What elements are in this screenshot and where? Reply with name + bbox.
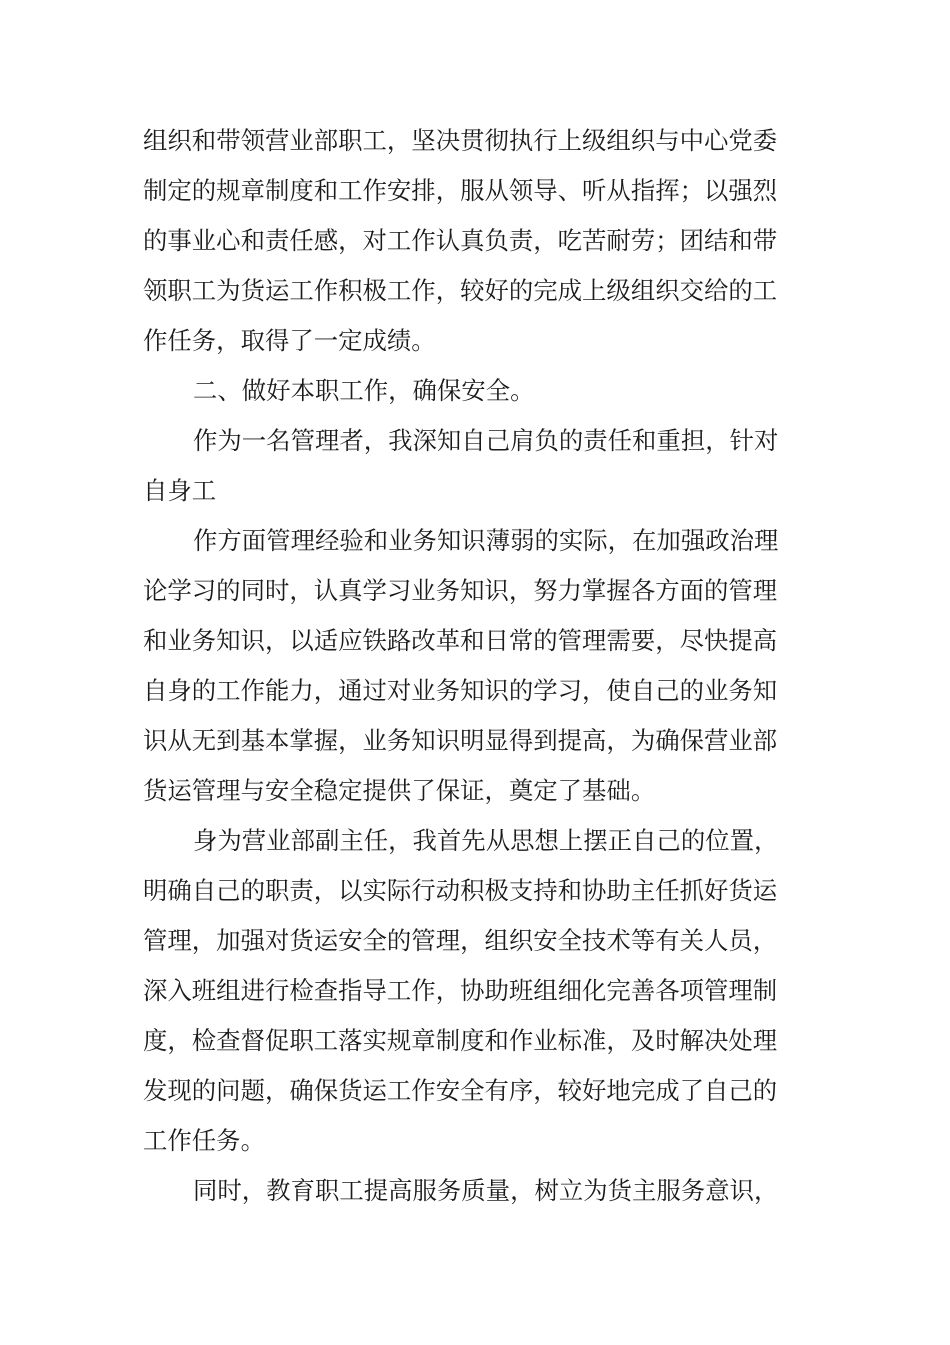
text-line: 管理，加强对货运安全的管理，组织安全技术等有关人员， — [143, 926, 778, 955]
text-line: 论学习的同时，认真学习业务知识，努力掌握各方面的管理 — [143, 576, 778, 605]
text-line: 深入班组进行检查指导工作，协助班组细化完善各项管理制 — [143, 976, 778, 1005]
text-line: 的事业心和责任感，对工作认真负责，吃苦耐劳；团结和带 — [143, 226, 778, 255]
text-line: 身为营业部副主任，我首先从思想上摆正自己的位置， — [193, 826, 779, 855]
text-line: 领职工为货运工作积极工作，较好的完成上级组织交给的工 — [143, 276, 778, 305]
text-line: 和业务知识，以适应铁路改革和日常的管理需要，尽快提高 — [143, 626, 778, 655]
text-line: 明确自己的职责，以实际行动积极支持和协助主任抓好货运 — [143, 876, 778, 905]
text-line: 自身工 — [143, 476, 217, 505]
text-line: 识从无到基本掌握，业务知识明显得到提高，为确保营业部 — [143, 726, 778, 755]
text-line: 组织和带领营业部职工，坚决贯彻执行上级组织与中心党委 — [143, 126, 778, 155]
text-line: 作方面管理经验和业务知识薄弱的实际，在加强政治理 — [193, 526, 779, 555]
text-line: 工作任务。 — [143, 1126, 265, 1155]
text-line: 发现的问题，确保货运工作安全有序，较好地完成了自己的 — [143, 1076, 778, 1105]
text-line: 作为一名管理者，我深知自己肩负的责任和重担，针对 — [193, 426, 779, 455]
text-line: 度，检查督促职工落实规章制度和作业标准，及时解决处理 — [143, 1026, 778, 1055]
text-line: 制定的规章制度和工作安排，服从领导、听从指挥；以强烈 — [143, 176, 778, 205]
text-line: 货运管理与安全稳定提供了保证，奠定了基础。 — [143, 776, 656, 805]
text-line: 自身的工作能力，通过对业务知识的学习，使自己的业务知 — [143, 676, 778, 705]
text-line: 同时，教育职工提高服务质量，树立为货主服务意识， — [193, 1176, 779, 1205]
section-heading: 二、做好本职工作，确保安全。 — [193, 376, 535, 405]
text-line: 作任务，取得了一定成绩。 — [143, 326, 436, 355]
